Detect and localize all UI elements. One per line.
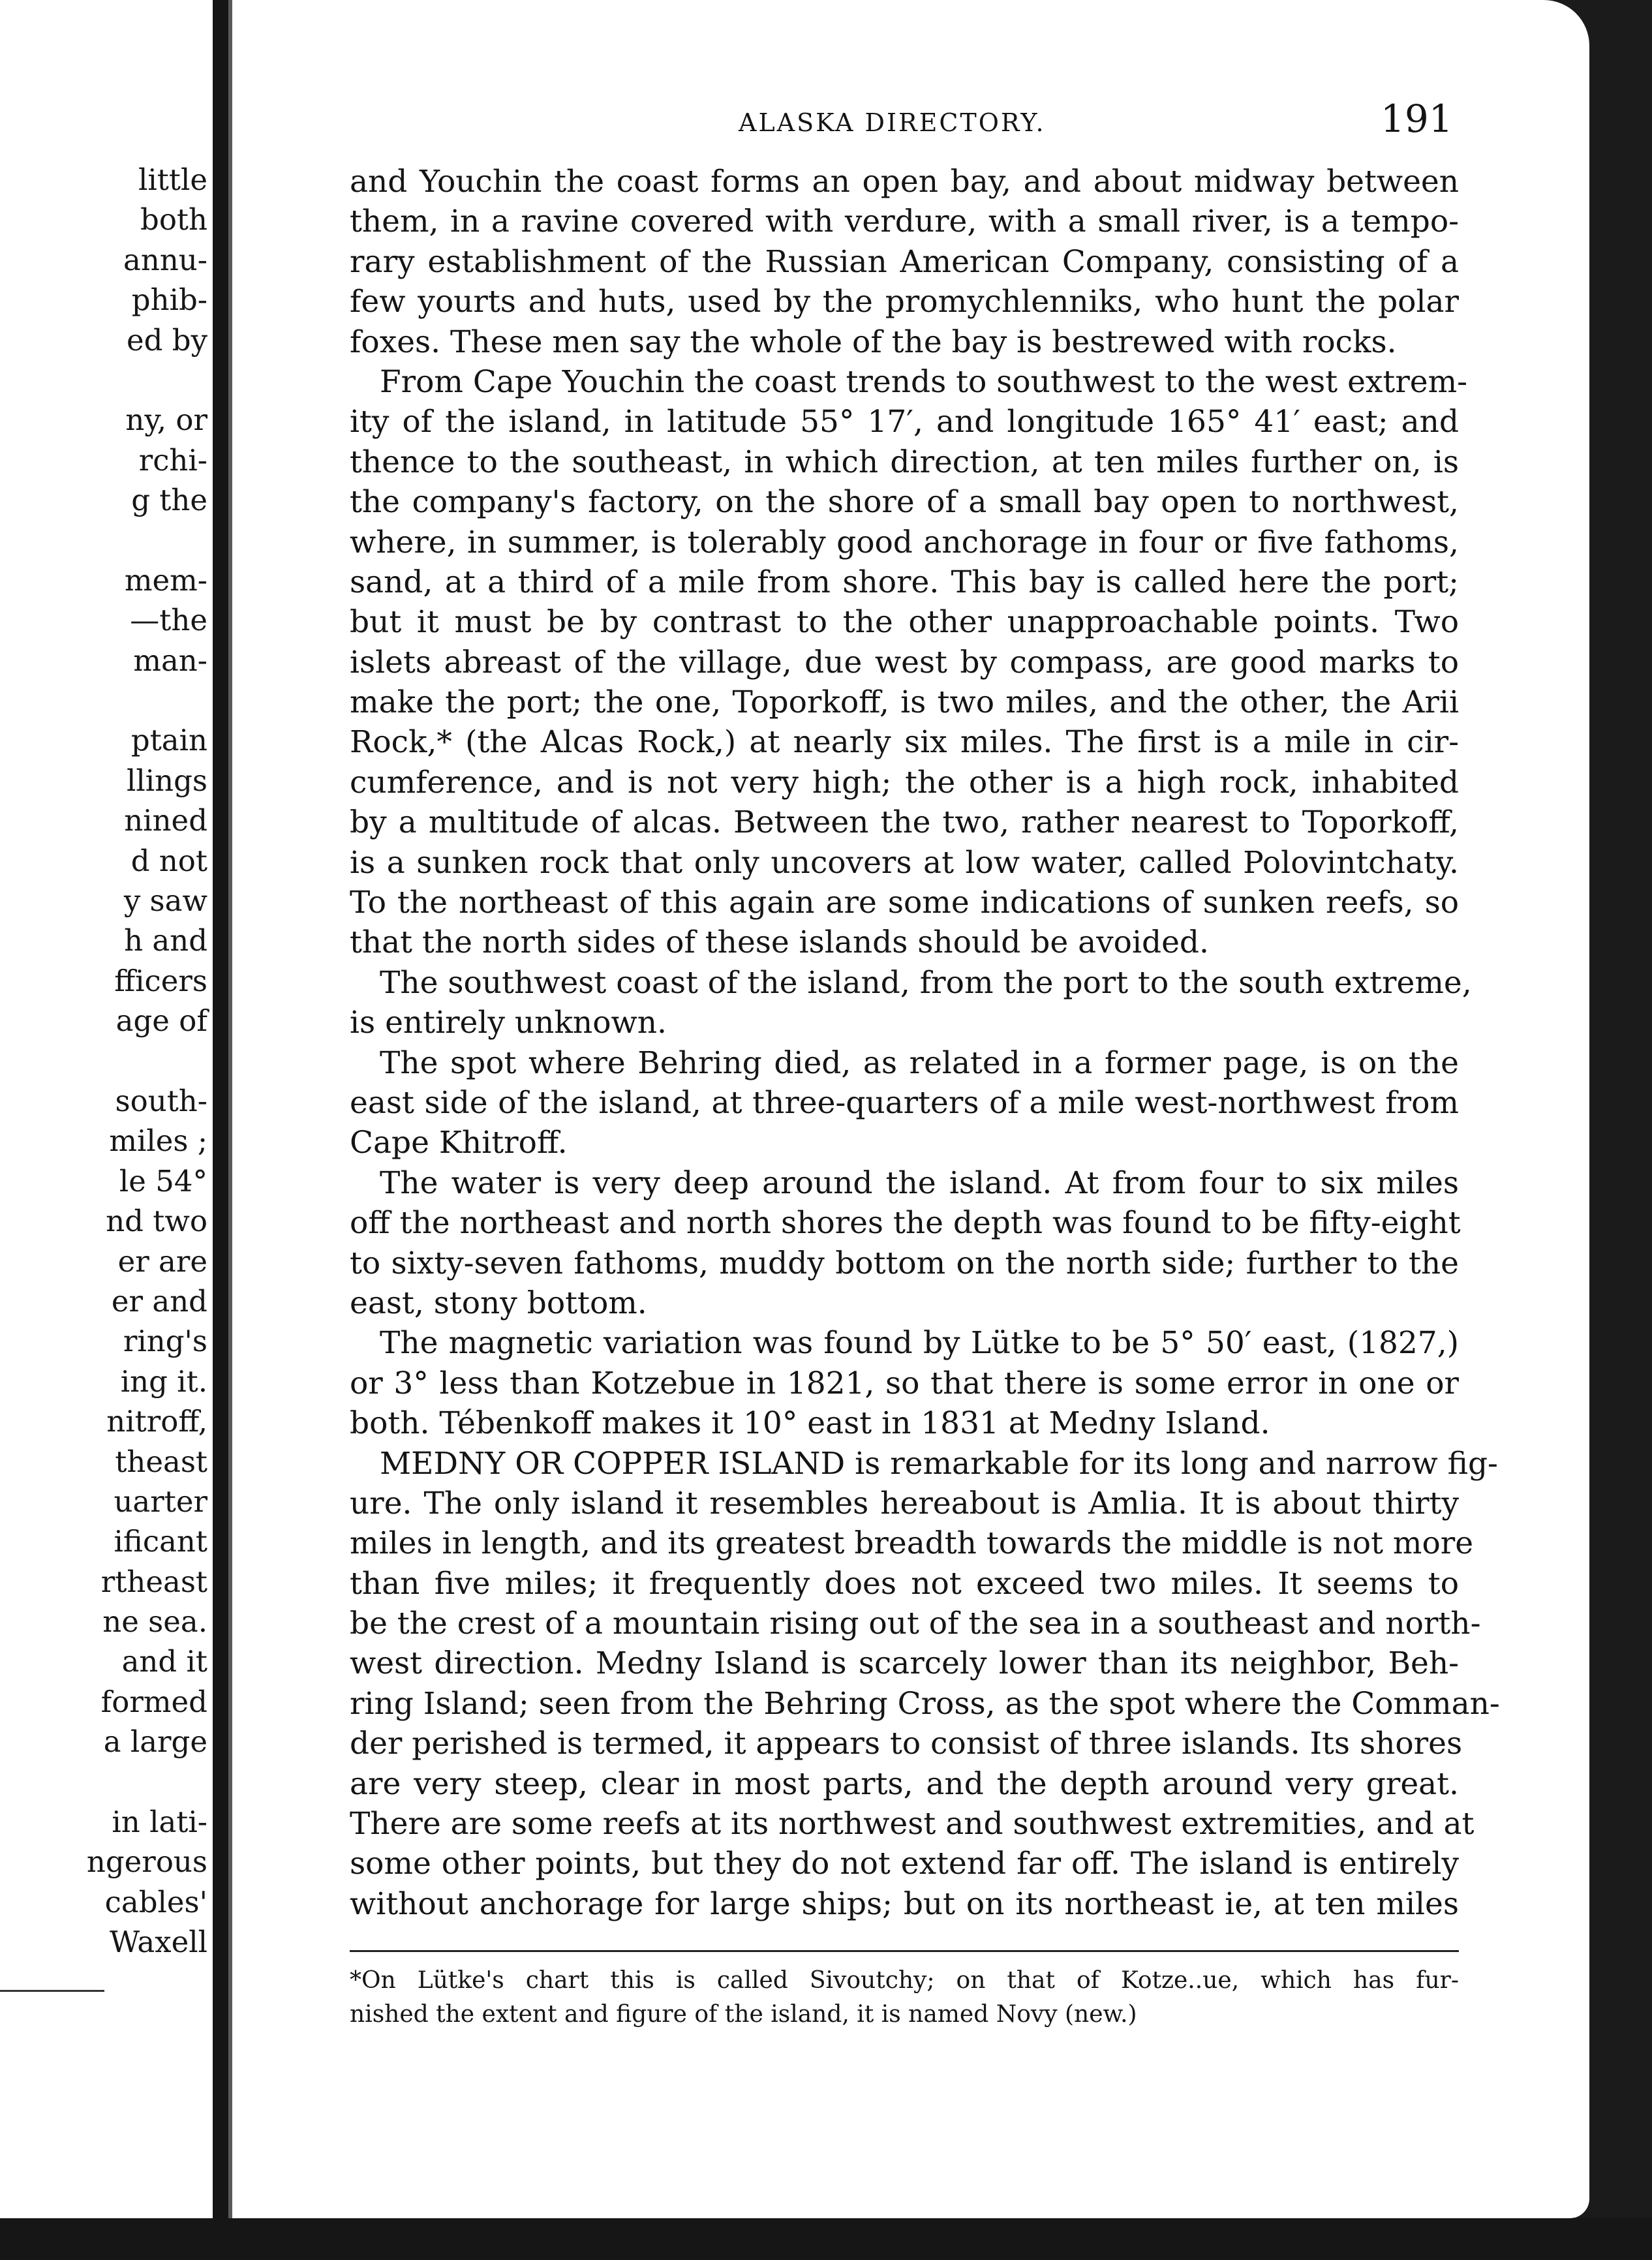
text-line: ity of the island, in latitude 55° 17′, and longitude 165° 41′ east; and <box>350 404 1459 440</box>
facing-page-line: uarter <box>114 1484 207 1519</box>
text-line: off the northeast and north shores the depth was found to be fifty-eight <box>350 1205 1461 1242</box>
body-text <box>350 162 1500 1924</box>
facing-page-line: nitroff, <box>106 1404 207 1439</box>
facing-page-line: er are <box>117 1244 207 1279</box>
text-line: foxes. These men say the whole of the bay is bestrewed with rocks. <box>350 324 1397 360</box>
facing-page-line: miles ; <box>109 1123 207 1159</box>
text-line: and Youchin the coast forms an open bay, and about midway between <box>350 164 1459 200</box>
facing-page-line: man- <box>133 643 207 678</box>
text-line: The southwest coast of the island, from the port to the south extreme, <box>380 964 1472 1001</box>
facing-page-line: ny, or <box>125 403 207 438</box>
text-line: without anchorage for large ships; but on its northeast ie, at ten miles <box>350 1886 1459 1922</box>
facing-page-line: rtheast <box>100 1564 207 1599</box>
facing-page-footnote-rule <box>0 1990 104 1992</box>
page-number: 191 <box>1381 97 1453 141</box>
text-line: or 3° less than Kotzebue in 1821, so that there is some error in one or <box>350 1365 1459 1401</box>
text-line: by a multitude of alcas. Between the two, rather nearest to Toporkoff, <box>350 804 1459 841</box>
text-line: both. Tébenkoff makes it 10° east in 1831 at Medny Island. <box>350 1405 1270 1442</box>
text-line: east, stony bottom. <box>350 1285 647 1321</box>
facing-page-line: ngerous <box>86 1844 207 1880</box>
facing-page-line <box>0 1041 207 1081</box>
text-line: be the crest of a mountain rising out of the sea in a southeast and north- <box>350 1606 1481 1642</box>
facing-page-line: a large <box>103 1724 207 1760</box>
text-line: the company's factory, on the shore of a small bay open to northwest, <box>350 484 1459 521</box>
text-line: them, in a ravine covered with verdure, with a small river, is a tempo- <box>350 204 1459 240</box>
text-line: miles in length, and its greatest breadth towards the middle is not more <box>350 1525 1474 1562</box>
facing-page-line: age of <box>115 1003 207 1039</box>
text-line: west direction. Medny Island is scarcely lower than its neighbor, Beh- <box>350 1645 1459 1682</box>
facing-page-line: h and <box>124 923 207 958</box>
facing-page-line: —the <box>130 603 207 638</box>
facing-page-line: in lati- <box>112 1805 207 1840</box>
facing-page-line <box>0 680 207 720</box>
text-line: To the northeast of this again are some indications of sunken reefs, so <box>350 885 1459 921</box>
facing-page-line: south- <box>115 1083 207 1118</box>
book-gutter <box>213 0 228 2260</box>
footnote-rule <box>350 1950 1459 1952</box>
facing-page-line: le 54° <box>119 1163 207 1199</box>
text-line: There are some reefs at its northwest and southwest extremities, and at <box>350 1806 1475 1842</box>
text-line: east side of the island, at three-quarters of a mile west-northwest from <box>350 1084 1459 1121</box>
scan-bottom-edge <box>0 2218 1652 2260</box>
text-line: Cape Khitroff. <box>350 1125 568 1161</box>
facing-page-line: rchi- <box>138 442 207 478</box>
page-header <box>232 97 1589 149</box>
text-line: The magnetic variation was found by Lütke to be 5° 50′ east, (1827,) <box>380 1325 1459 1362</box>
facing-page-line: cables' <box>104 1884 207 1919</box>
text-line: MEDNY OR COPPER ISLAND is remarkable for its long and narrow fig- <box>380 1445 1498 1482</box>
text-line: make the port; the one, Toporkoff, is two miles, and the other, the Arii <box>350 684 1459 721</box>
footnote-line: *On Lütke's chart this is called Sivoutchy; on that of Kotze..ue, which has fur- <box>350 1967 1459 1994</box>
text-line: Rock,* (the Alcas Rock,) at nearly six miles. The first is a mile in cir- <box>350 724 1459 761</box>
facing-page-line: Waxell <box>110 1925 207 1960</box>
facing-page-line: mem- <box>124 562 207 598</box>
facing-page-line <box>0 521 207 560</box>
main-page <box>232 0 1589 2218</box>
text-line: that the north sides of these islands should be avoided. <box>350 924 1209 961</box>
text-line: ure. The only island it resembles hereabout is Amlia. It is about thirty <box>350 1485 1459 1521</box>
facing-page-line: theast <box>115 1444 207 1479</box>
text-line: ring Island; seen from the Behring Cross, as the spot where the Comman- <box>350 1685 1500 1722</box>
facing-page-line: annu- <box>123 242 207 277</box>
text-line: few yourts and huts, used by the promychlenniks, who hunt the polar <box>350 284 1459 320</box>
text-line: From Cape Youchin the coast trends to southwest to the west extrem- <box>380 363 1468 400</box>
facing-page-line: ne sea. <box>102 1604 207 1640</box>
text-line: cumference, and is not very high; the other is a high rock, inhabited <box>350 764 1459 801</box>
text-line: are very steep, clear in most parts, and the depth around very great. <box>350 1765 1459 1802</box>
text-line: where, in summer, is tolerably good anchorage in four or five fathoms, <box>350 524 1459 560</box>
facing-page-line: g the <box>131 483 207 518</box>
text-line: islets abreast of the village, due west by compass, are good marks to <box>350 644 1459 680</box>
facing-page-line: and it <box>121 1644 207 1679</box>
footnote-line: nished the extent and figure of the island, it is named Novy (new.) <box>350 2001 1137 2028</box>
text-line: The spot where Behring died, as related in a former page, is on the <box>380 1045 1459 1081</box>
facing-page-line: ing it. <box>120 1364 207 1399</box>
text-line: The water is very deep around the island. At from four to six miles <box>380 1165 1459 1201</box>
facing-page-line: little <box>138 162 207 197</box>
footnote <box>350 1964 1459 2032</box>
facing-page-text <box>0 160 207 1962</box>
running-head: ALASKA DIRECTORY. <box>739 108 1046 137</box>
text-line: der perished is termed, it appears to consist of three islands. Its shores <box>350 1726 1463 1762</box>
facing-page-line: fficers <box>114 963 207 998</box>
text-line: thence to the southeast, in which direction, at ten miles further on, is <box>350 444 1459 480</box>
facing-page-line: llings <box>126 763 207 798</box>
text-line: is a sunken rock that only uncovers at low water, called Polovintchaty. <box>350 844 1459 881</box>
facing-page-line: formed <box>100 1684 207 1719</box>
text-line: some other points, but they do not extend far off. The island is entirely <box>350 1846 1459 1882</box>
facing-page-line: er and <box>111 1283 207 1319</box>
text-line: is entirely unknown. <box>350 1005 667 1041</box>
facing-page-line: ed by <box>127 322 207 358</box>
facing-page-line: d not <box>130 843 207 878</box>
text-line: than five miles; it frequently does not exceed two miles. It seems to <box>350 1565 1459 1602</box>
facing-page-line: nined <box>124 803 207 838</box>
text-line: to sixty-seven fathoms, muddy bottom on the north side; further to the <box>350 1245 1459 1281</box>
facing-page-fragment <box>0 0 213 2260</box>
facing-page-line: y saw <box>123 883 207 919</box>
facing-page-line: both <box>140 202 207 237</box>
text-line: but it must be by contrast to the other unapproachable points. Two <box>350 604 1459 641</box>
facing-page-line: phib- <box>131 282 207 318</box>
facing-page-line: nd two <box>106 1204 207 1239</box>
text-line: sand, at a third of a mile from shore. This bay is called here the port; <box>350 564 1459 600</box>
facing-page-line: ptain <box>130 723 207 758</box>
facing-page-line: ificant <box>114 1524 207 1559</box>
text-line: rary establishment of the Russian American Company, consisting of a <box>350 243 1459 280</box>
facing-page-line: ring's <box>123 1324 207 1359</box>
facing-page-line <box>0 360 207 400</box>
facing-page-line <box>0 1762 207 1802</box>
